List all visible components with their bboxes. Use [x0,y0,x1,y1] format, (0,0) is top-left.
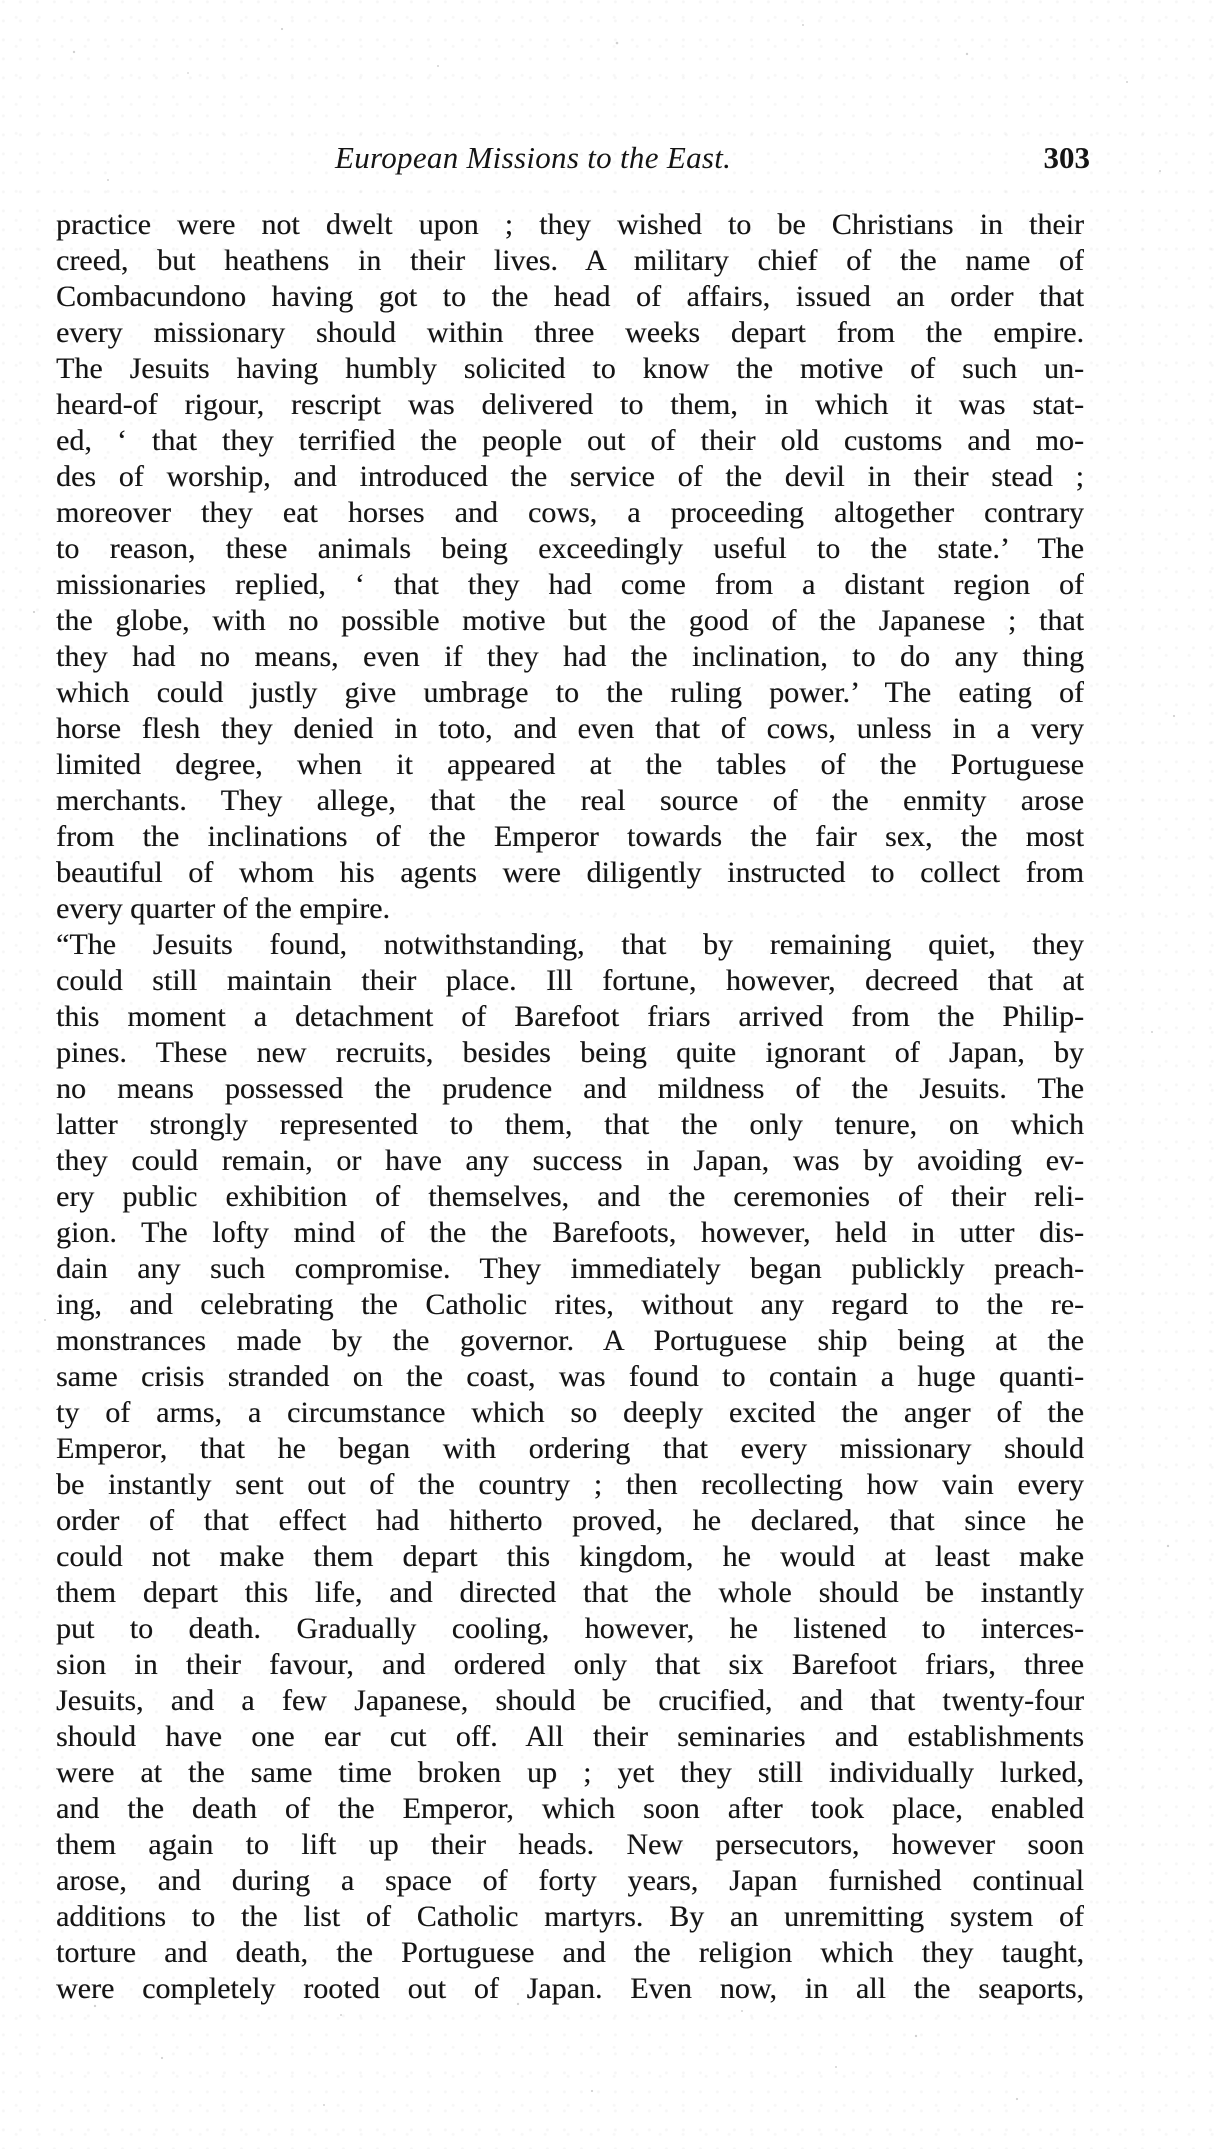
text-line: creed, but heathens in their lives. A military chief of the name of [56,244,1084,277]
text-line: pines. These new recruits, besides being quite ignorant of Japan, by [56,1036,1084,1069]
text-line: ing, and celebrating the Catholic rites, without any regard to the re- [56,1288,1084,1321]
text-line: ed, ‘ that they terrified the people out of their old customs and mo- [56,424,1084,457]
text-line: merchants. They allege, that the real source of the enmity arose [56,784,1084,817]
text-line: gion. The lofty mind of the the Barefoots, however, held in utter dis- [56,1216,1084,1249]
text-line: this moment a detachment of Barefoot friars arrived from the Philip- [56,1000,1084,1033]
text-line: every missionary should within three weeks depart from the empire. [56,316,1084,349]
text-line: missionaries replied, ‘ that they had come from a distant region of [56,568,1084,601]
text-line: they had no means, even if they had the inclination, to do any thing [56,640,1084,673]
text-line: heard-of rigour, rescript was delivered to them, in which it was stat- [56,388,1084,421]
text-line: were at the same time broken up ; yet they still individually lurked, [56,1756,1084,1789]
text-line: every quarter of the empire. [56,892,390,925]
text-line: them depart this life, and directed that the whole should be instantly [56,1576,1084,1609]
text-line: torture and death, the Portuguese and the religion which they taught, [56,1936,1084,1969]
text-line: additions to the list of Catholic martyrs. By an unremitting system of [56,1900,1084,1933]
text-line: the globe, with no possible motive but the good of the Japanese ; that [56,604,1084,637]
text-line: moreover they eat horses and cows, a proceeding altogether contrary [56,496,1084,529]
text-line: horse flesh they denied in toto, and even that of cows, unless in a very [56,712,1084,745]
text-line: beautiful of whom his agents were diligently instructed to collect from [56,856,1084,889]
text-line: “The Jesuits found, notwithstanding, that by remaining quiet, they [56,928,1084,961]
text-line: Emperor, that he began with ordering that every missionary should [56,1432,1084,1465]
text-line: Combacundono having got to the head of affairs, issued an order that [56,280,1084,313]
text-line: could not make them depart this kingdom, he would at least make [56,1540,1084,1573]
text-line: be instantly sent out of the country ; then recollecting how vain every [56,1468,1084,1501]
text-line: no means possessed the prudence and mildness of the Jesuits. The [56,1072,1084,1105]
text-line: ty of arms, a circumstance which so deeply excited the anger of the [56,1396,1084,1429]
text-line: same crisis stranded on the coast, was found to contain a huge quanti- [56,1360,1084,1393]
text-line: ery public exhibition of themselves, and the ceremonies of their reli- [56,1180,1084,1213]
text-line: latter strongly represented to them, that the only tenure, on which [56,1108,1084,1141]
text-line: order of that effect had hitherto proved, he declared, that since he [56,1504,1084,1537]
text-line: they could remain, or have any success in Japan, was by avoiding ev- [56,1144,1084,1177]
text-line: arose, and during a space of forty years, Japan furnished continual [56,1864,1084,1897]
text-line: should have one ear cut off. All their seminaries and establishments [56,1720,1084,1753]
text-line: and the death of the Emperor, which soon after took place, enabled [56,1792,1084,1825]
page-number: 303 [1043,140,1090,175]
running-head [335,140,1090,190]
text-line: put to death. Gradually cooling, however, he listened to interces- [56,1612,1084,1645]
text-line: from the inclinations of the Emperor towards the fair sex, the most [56,820,1084,853]
body-text [56,207,1084,2012]
text-line: Jesuits, and a few Japanese, should be crucified, and that twenty-four [56,1684,1084,1717]
text-line: des of worship, and introduced the service of the devil in their stead ; [56,460,1084,493]
text-line: them again to lift up their heads. New persecutors, however soon [56,1828,1084,1861]
text-line: which could justly give umbrage to the ruling power.’ The eating of [56,676,1084,709]
text-line: The Jesuits having humbly solicited to know the motive of such un- [56,352,1084,385]
text-line: limited degree, when it appeared at the tables of the Portuguese [56,748,1084,781]
running-title: European Missions to the East. [335,140,732,175]
text-line: monstrances made by the governor. A Portuguese ship being at the [56,1324,1084,1357]
text-line: were completely rooted out of Japan. Even now, in all the seaports, [56,1972,1084,2005]
text-line: practice were not dwelt upon ; they wished to be Christians in their [56,208,1084,241]
text-line: sion in their favour, and ordered only that six Barefoot friars, three [56,1648,1084,1681]
text-line: to reason, these animals being exceedingly useful to the state.’ The [56,532,1084,565]
text-line: could still maintain their place. Ill fortune, however, decreed that at [56,964,1084,997]
text-line: dain any such compromise. They immediately began publickly preach- [56,1252,1084,1285]
